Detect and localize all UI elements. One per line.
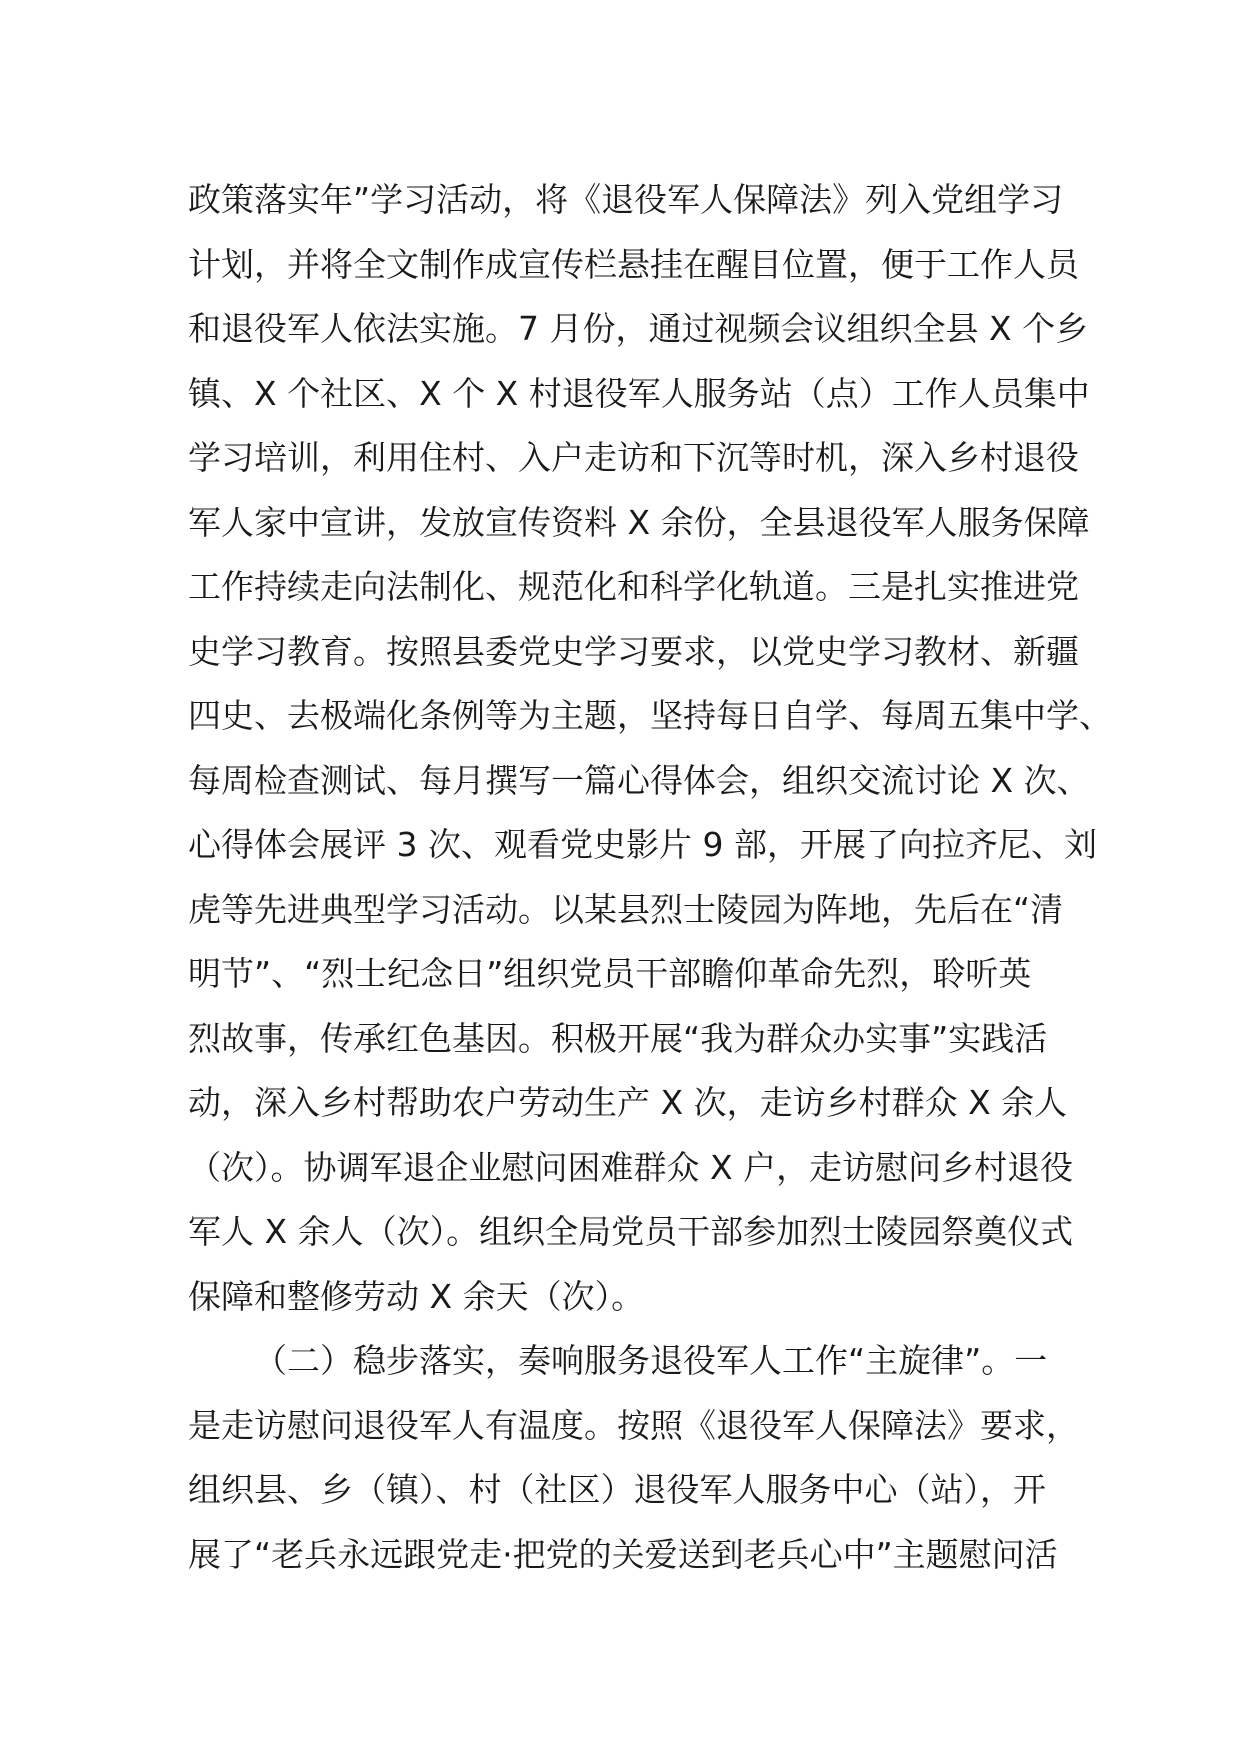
text-line: 镇、X 个社区、X 个 X 村退役军人服务站（点）工作人员集中 [188, 373, 1090, 413]
text-line: 学习培训，利用住村、入户走访和下沉等时机，深入乡村退役 [188, 438, 1079, 477]
text-line: 计划，并将全文制作成宣传栏悬挂在醒目位置，便于工作人员 [188, 244, 1079, 284]
section-heading-line: （二）稳步落实，奏响服务退役军人工作“主旋律”。一 [254, 1341, 1048, 1380]
text-line: 每周检查测试、每月撰写一篇心得体会，组织交流讨论 X 次、 [188, 760, 1090, 800]
text-line: 史学习教育。按照县委党史学习要求，以党史学习教材、新疆 [188, 631, 1079, 671]
text-line: 明节”、“烈士纪念日”组织党员干部瞻仰革命先烈，聆听英 [188, 954, 1032, 993]
text-line: （次）。协调军退企业慰问困难群众 X 户，走访慰问乡村退役 [188, 1147, 1074, 1187]
body-text [188, 168, 1112, 1587]
text-line: 军人 X 余人（次）。组织全局党员干部参加烈士陵园祭奠仪式 [188, 1212, 1074, 1251]
text-line: 展了“老兵永远跟党走·把党的关爱送到老兵心中”主题慰问活 [188, 1534, 1058, 1574]
text-line: 组织县、乡（镇）、村（社区）退役军人服务中心（站），开 [188, 1470, 1046, 1509]
text-line: 军人家中宣讲，发放宣传资料 X 余份，全县退役军人服务保障 [188, 502, 1090, 542]
text-line: 和退役军人依法实施。7 月份，通过视频会议组织全县 X 个乡 [188, 309, 1089, 348]
text-line: 工作持续走向法制化、规范化和科学化轨道。三是扎实推进党 [188, 567, 1079, 606]
text-line: 保障和整修劳动 X 余天（次）。 [188, 1276, 645, 1316]
text-line: 烈故事，传承红色基因。积极开展“我为群众办实事”实践活 [188, 1018, 1048, 1058]
text-line: 心得体会展评 3 次、观看党史影片 9 部，开展了向拉齐尼、刘 [188, 825, 1097, 864]
text-line: 四史、去极端化条例等为主题，坚持每日自学、每周五集中学、 [188, 696, 1112, 735]
text-line: 是走访慰问退役军人有温度。按照《退役军人保障法》要求， [188, 1405, 1079, 1445]
text-line: 虎等先进典型学习活动。以某县烈士陵园为阵地，先后在“清 [188, 889, 1064, 929]
text-line: 政策落实年”学习活动，将《退役军人保障法》列入党组学习 [188, 180, 1064, 219]
text-line: 动，深入乡村帮助农户劳动生产 X 次，走访乡村群众 X 余人 [188, 1083, 1068, 1122]
